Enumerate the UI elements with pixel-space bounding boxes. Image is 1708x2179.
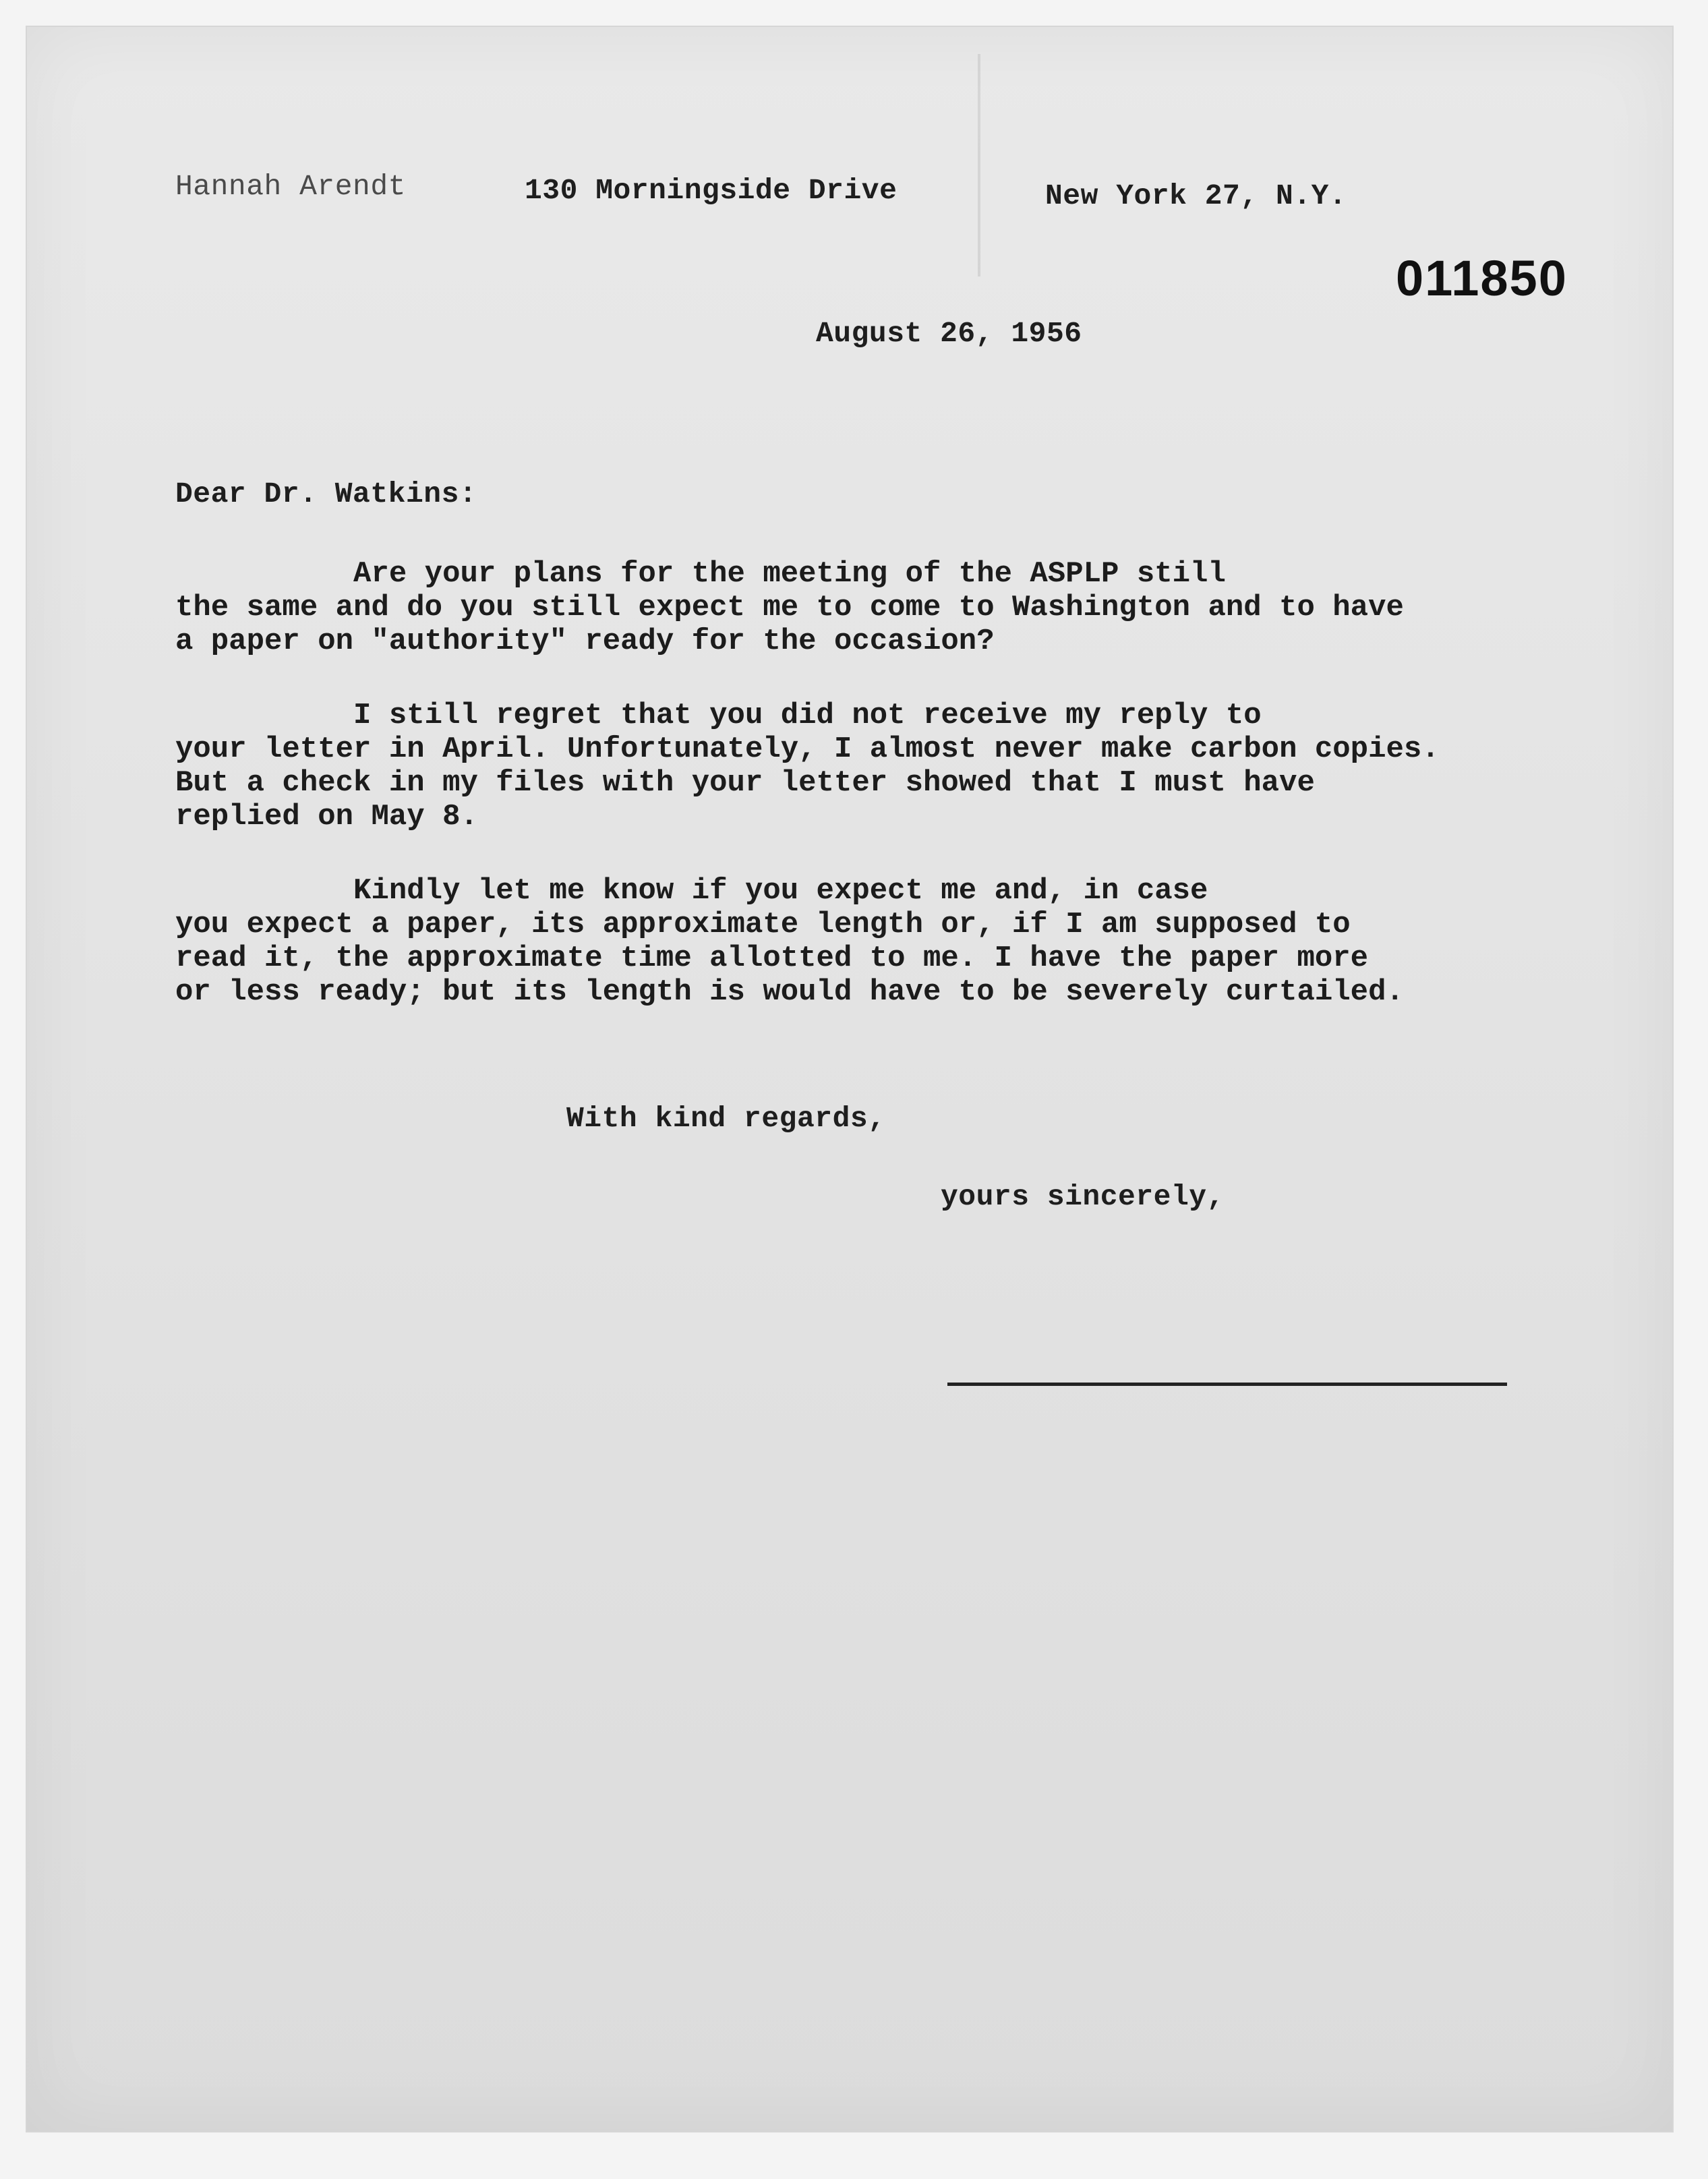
paragraph-line: read it, the approximate time allotted to me. I have the paper more [175,941,1369,975]
sender-address: 130 Morningside Drive [525,174,897,207]
document-number: 011850 [1396,250,1568,306]
signoff: yours sincerely, [941,1180,1225,1213]
page-fold-shadow [978,54,980,277]
paragraph-line: Kindly let me know if you expect me and, in case [175,874,1208,908]
paragraph-line: the same and do you still expect me to come to Washington and to have [175,591,1404,624]
paragraph-2 [175,699,1618,834]
sender-city: New York 27, N.Y. [1045,179,1347,212]
paragraph-line: or less ready; but its length is would have to be severely curtailed. [175,975,1404,1009]
closing: With kind regards, [566,1102,886,1135]
salutation: Dear Dr. Watkins: [175,477,477,511]
paragraph-line: I still regret that you did not receive my reply to [175,699,1262,732]
paragraph-1 [175,557,1618,658]
paragraph-line: But a check in my files with your letter showed that I must have [175,766,1315,800]
paragraph-line: your letter in April. Unfortunately, I almost never make carbon copies. [175,732,1440,766]
paragraph-line: you expect a paper, its approximate length or, if I am supposed to [175,908,1351,941]
paragraph-line: replied on May 8. [175,800,478,834]
paragraph-3 [175,874,1618,1009]
letter-date: August 26, 1956 [816,317,1082,350]
letter-page [27,27,1672,2131]
signature-line [947,1383,1507,1386]
paragraph-line: Are your plans for the meeting of the ASPLP still [175,557,1226,591]
paragraph-line: a paper on "authority" ready for the occasion? [175,624,995,658]
sender-name: Hannah Arendt [175,170,406,203]
